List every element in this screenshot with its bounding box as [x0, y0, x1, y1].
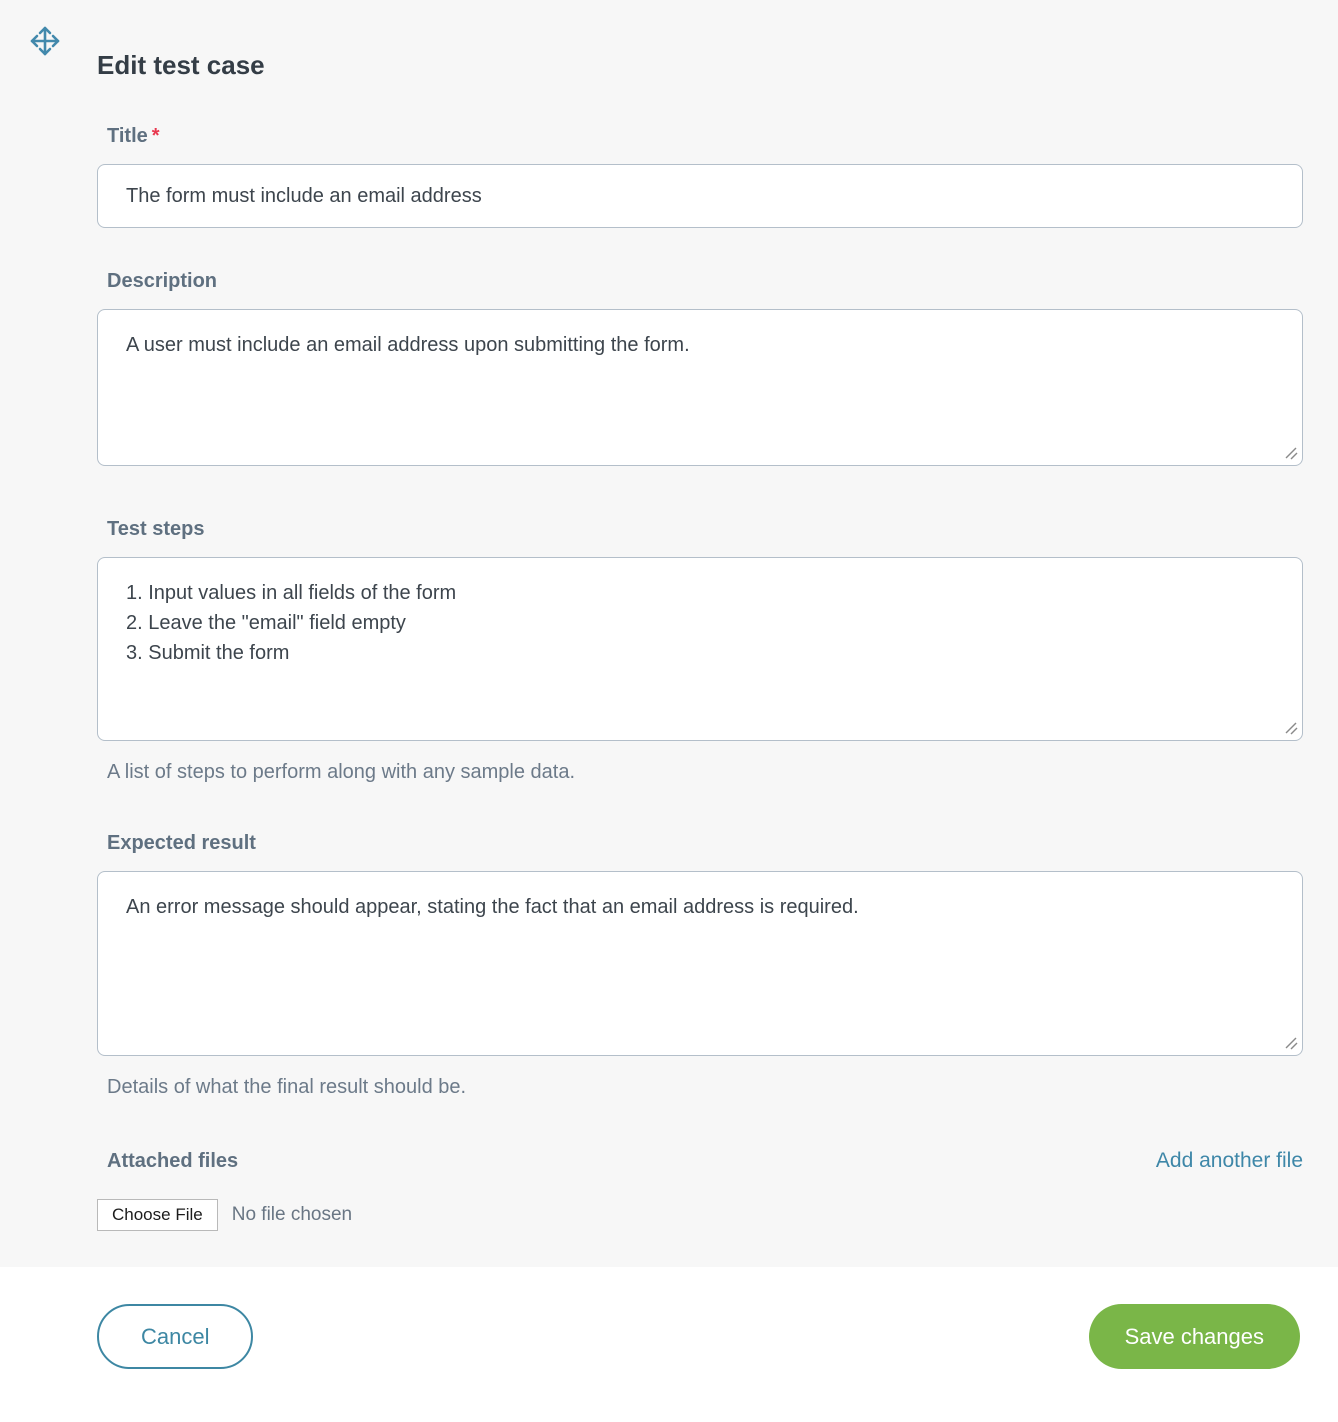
- attached-files-label: Attached files: [107, 1150, 239, 1172]
- move-icon[interactable]: [26, 22, 64, 60]
- choose-file-button[interactable]: Choose File: [97, 1199, 218, 1231]
- title-label: [107, 125, 1303, 148]
- page-title: Edit test case: [97, 50, 265, 80]
- expected-result-label: Expected result: [107, 832, 256, 854]
- description-textarea-wrap: [97, 309, 1303, 466]
- cancel-button[interactable]: Cancel: [97, 1304, 253, 1369]
- attached-files-row: [97, 1149, 1303, 1173]
- required-asterisk: *: [151, 125, 160, 147]
- test-steps-label: Test steps: [107, 518, 205, 540]
- test-steps-textarea[interactable]: [97, 557, 1303, 741]
- title-input[interactable]: [97, 164, 1303, 228]
- description-label: Description: [107, 270, 218, 292]
- expected-result-field: [97, 832, 1303, 1099]
- file-status-text: No file chosen: [231, 1204, 353, 1225]
- expected-result-textarea[interactable]: [97, 871, 1303, 1056]
- expected-result-help-text: Details of what the final result should be.: [107, 1076, 467, 1098]
- resize-handle-icon[interactable]: [1284, 1036, 1298, 1050]
- resize-handle-icon[interactable]: [1284, 721, 1298, 735]
- test-steps-field: [97, 518, 1303, 784]
- form-footer: [0, 1267, 1338, 1369]
- description-field: [97, 270, 1303, 466]
- form-content: [97, 0, 1303, 1231]
- add-another-file-link[interactable]: Add another file: [1155, 1149, 1303, 1172]
- title-label-text: Title: [107, 125, 148, 147]
- test-steps-textarea-wrap: [97, 557, 1303, 741]
- expected-result-textarea-wrap: [97, 871, 1303, 1056]
- save-changes-button[interactable]: Save changes: [1089, 1304, 1300, 1369]
- test-steps-help-text: A list of steps to perform along with any sample data.: [107, 761, 576, 783]
- file-input-row: [97, 1199, 1303, 1231]
- resize-handle-icon[interactable]: [1284, 446, 1298, 460]
- title-field: [97, 125, 1303, 228]
- description-textarea[interactable]: [97, 309, 1303, 466]
